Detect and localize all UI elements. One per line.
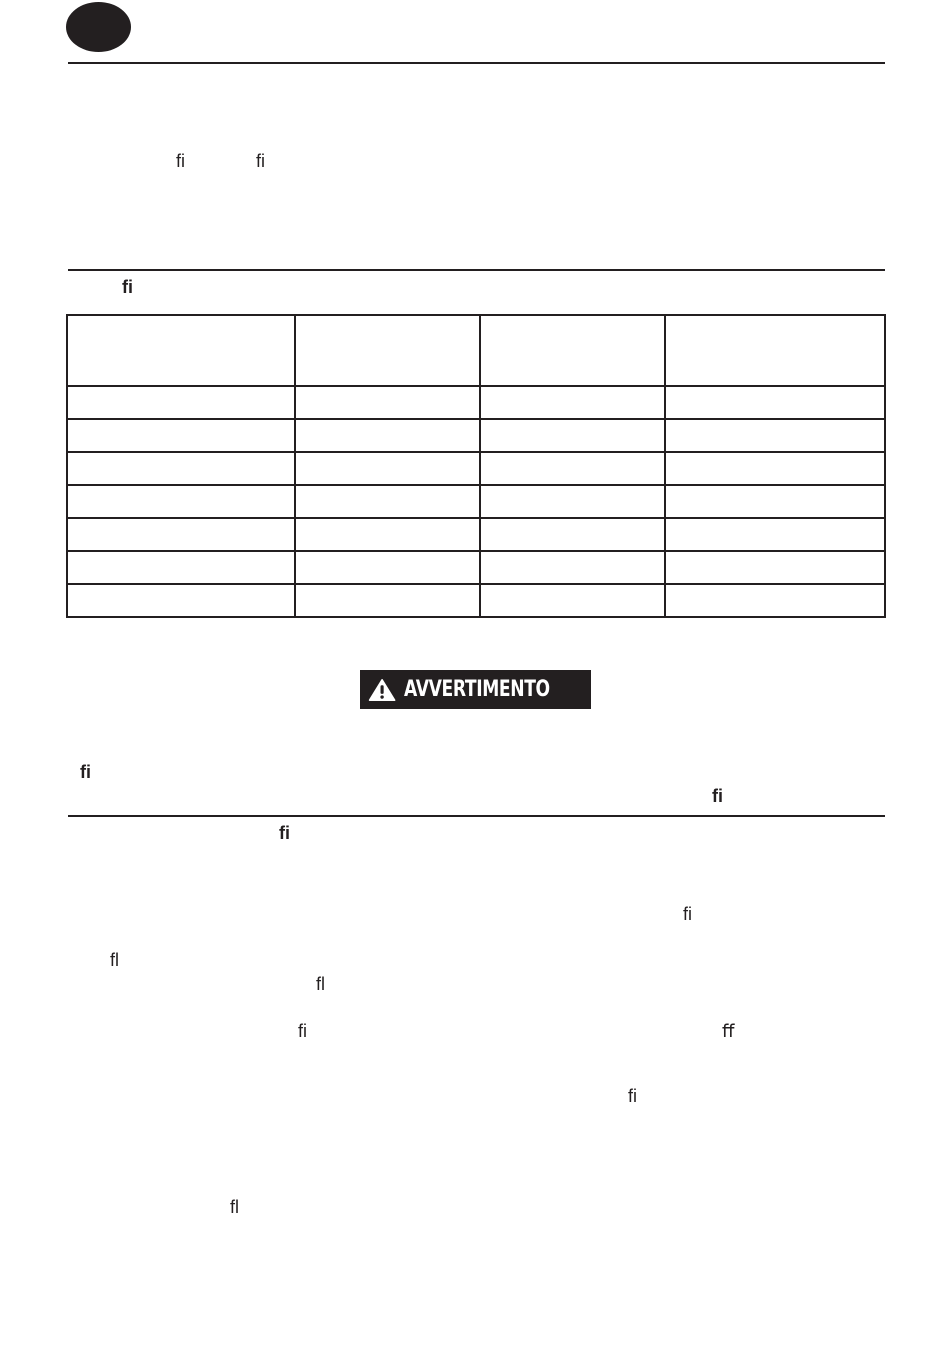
table-cell — [665, 419, 885, 452]
intro-ligature: ﬁ — [256, 151, 265, 171]
warning-triangle-icon — [368, 675, 396, 705]
specifications-table — [66, 314, 886, 618]
table-cell — [665, 452, 885, 485]
header-divider — [68, 62, 885, 64]
table-cell — [665, 551, 885, 584]
table-row — [67, 485, 885, 518]
table-cell — [665, 386, 885, 419]
body-ligature: ﬂ — [230, 1197, 239, 1217]
body-ligature: ﬁ — [628, 1086, 637, 1106]
warning-banner — [360, 670, 591, 709]
table-cell — [480, 419, 665, 452]
table-row — [67, 584, 885, 617]
section-heading: ﬁ — [122, 277, 133, 297]
warning-text-ligature: ﬁ — [712, 786, 723, 806]
table-cell — [665, 485, 885, 518]
table-cell — [295, 419, 480, 452]
table-header-row — [67, 315, 885, 386]
table-header-cell — [295, 315, 480, 386]
table-cell — [295, 518, 480, 551]
section-divider — [68, 815, 885, 817]
section-heading: ﬁ — [279, 823, 290, 843]
body-ligature: ﬁ — [298, 1021, 307, 1041]
table-header-cell — [665, 315, 885, 386]
body-ligature: ﬂ — [316, 974, 325, 994]
warning-text-ligature: ﬁ — [80, 762, 91, 782]
table-cell — [665, 584, 885, 617]
table-cell — [295, 485, 480, 518]
body-ligature: ﬁ — [683, 904, 692, 924]
table-row — [67, 518, 885, 551]
table-cell — [295, 452, 480, 485]
table-row — [67, 386, 885, 419]
table-cell — [480, 485, 665, 518]
table-cell — [67, 485, 295, 518]
table-cell — [480, 386, 665, 419]
table-cell — [480, 584, 665, 617]
table-cell — [67, 386, 295, 419]
table-cell — [295, 551, 480, 584]
table-cell — [67, 518, 295, 551]
table-header-cell — [480, 315, 665, 386]
language-badge — [66, 2, 131, 52]
table-header-cell — [67, 315, 295, 386]
table-cell — [67, 419, 295, 452]
table-cell — [665, 518, 885, 551]
body-ligature: ﬂ — [110, 950, 119, 970]
section-divider — [68, 269, 885, 271]
table-row — [67, 452, 885, 485]
warning-label: AVVERTIMENTO — [404, 677, 550, 702]
table-cell — [295, 386, 480, 419]
intro-ligature: ﬁ — [176, 151, 185, 171]
table-cell — [480, 551, 665, 584]
table-cell — [480, 518, 665, 551]
table-cell — [67, 452, 295, 485]
table-cell — [295, 584, 480, 617]
table-cell — [480, 452, 665, 485]
table-cell — [67, 584, 295, 617]
table-cell — [67, 551, 295, 584]
body-ligature: ﬀ — [722, 1021, 735, 1041]
table-row — [67, 551, 885, 584]
table-row — [67, 419, 885, 452]
